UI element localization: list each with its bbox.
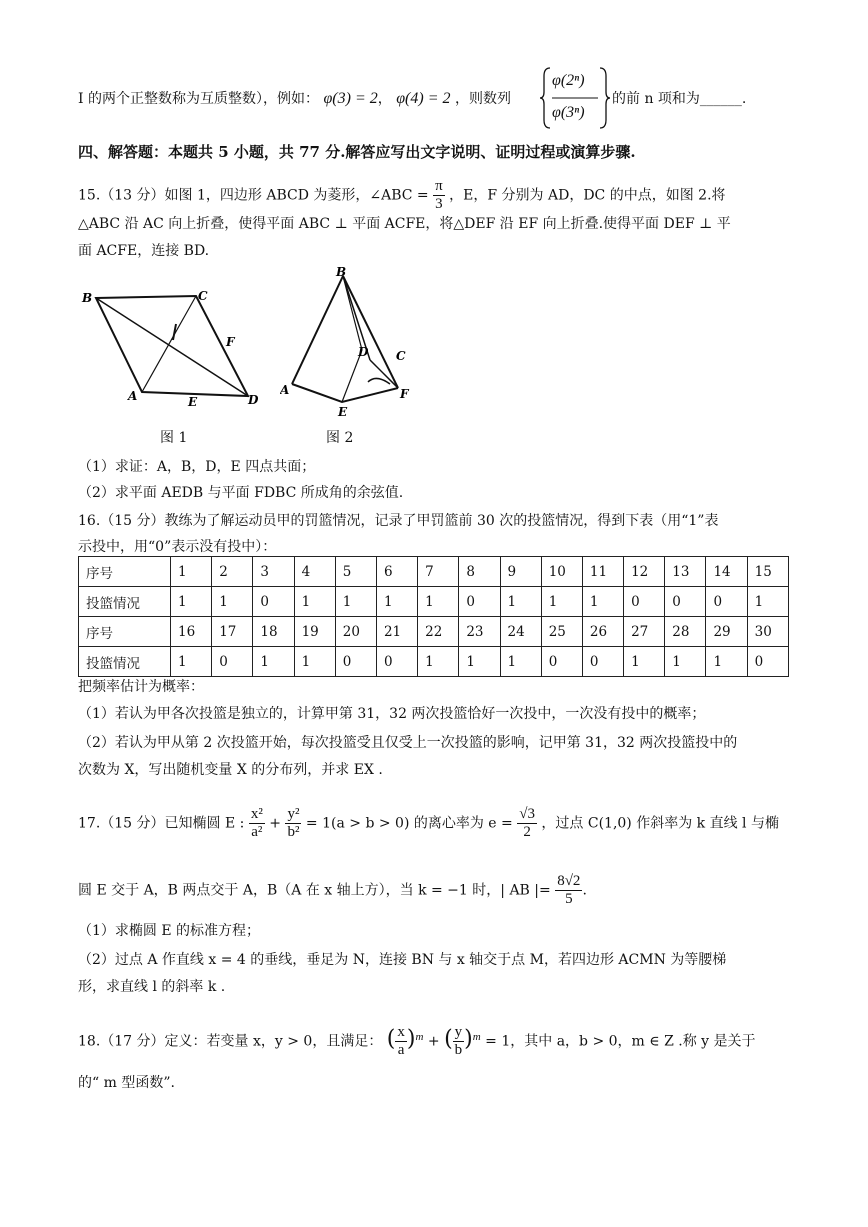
table-cell: 13 [665, 557, 706, 587]
figure-2-folded [280, 266, 420, 418]
table-cell: 2 [212, 557, 253, 587]
svg-text:A: A [128, 389, 138, 403]
table-cell: 0 [253, 587, 294, 617]
svg-text:F: F [400, 387, 409, 401]
q16-line1: 16.（15 分）教练为了解运动员甲的罚篮情况，记录了甲罚篮前 30 次的投篮情况，得到下表（用“1”表 [78, 513, 719, 529]
svg-text:A: A [280, 383, 290, 397]
table-cell: 11 [582, 557, 623, 587]
svg-text:E: E [338, 405, 348, 418]
table-cell: 1 [171, 587, 212, 617]
table-row [79, 617, 789, 647]
table-cell: 14 [706, 557, 747, 587]
q16-part2b: 次数为 X，写出随机变量 X 的分布列，并求 EX . [78, 762, 383, 778]
table-cell: 29 [706, 617, 747, 647]
table-cell: 30 [747, 617, 788, 647]
table-cell: 1 [541, 587, 582, 617]
table-cell: 28 [665, 617, 706, 647]
table-cell: 0 [624, 587, 665, 617]
table-cell: 9 [500, 557, 541, 587]
table-row [79, 587, 789, 617]
table-cell: 25 [541, 617, 582, 647]
q14-line: I 的两个正整数称为互质整数），例如： φ(3) = 2， φ(4) = 2 ，则数列 [78, 90, 511, 107]
q15-part2: （2）求平面 AEDB 与平面 FDBC 所成角的余弦值. [78, 485, 404, 501]
table-cell: 0 [541, 647, 582, 677]
row-header: 序号 [79, 557, 171, 587]
table-cell: 0 [665, 587, 706, 617]
table-cell: 26 [582, 617, 623, 647]
table-cell: 21 [376, 617, 417, 647]
table-cell: 4 [294, 557, 335, 587]
q18-line2: 的“ m 型函数”. [78, 1075, 175, 1091]
table-cell: 6 [376, 557, 417, 587]
table-cell: 1 [624, 647, 665, 677]
table-cell: 22 [418, 617, 459, 647]
q14-sequence: φ(2ⁿ) φ(3ⁿ) [540, 66, 610, 134]
row-header: 序号 [79, 617, 171, 647]
table-cell: 27 [624, 617, 665, 647]
table-cell: 1 [582, 587, 623, 617]
table-cell: 18 [253, 617, 294, 647]
table-cell: 0 [582, 647, 623, 677]
q16-part1: （1）若认为甲各次投篮是独立的，计算甲第 31，32 两次投篮恰好一次投中，一次没有投中的概率； [78, 706, 706, 722]
table-cell: 0 [335, 647, 376, 677]
table-cell: 23 [459, 617, 500, 647]
table-row [79, 647, 789, 677]
q15-line1: 15.（13 分）如图 1，四边形 ABCD 为菱形，∠ABC = $\frac{\pi}{3}$ ，E，F 分别为 AD，DC 的中点，如图 2.将 [78, 178, 726, 212]
q14-suffix: 的前 n 项和为______. [612, 91, 747, 107]
table-cell: 0 [376, 647, 417, 677]
table-cell: 1 [294, 587, 335, 617]
svg-text:E: E [188, 395, 198, 409]
q18-line1: 18.（17 分）定义：若变量 x，y > 0，且满足： ( $\frac{x}{a}$ )$^m$ + ( $\frac{y}{b}$ )$^m$ = 1，其中 a，b > 0，m ∈ Z .称 y 是关于 [78, 1024, 756, 1058]
table-cell: 7 [418, 557, 459, 587]
table-cell: 1 [418, 587, 459, 617]
q17-part2: （2）过点 A 作直线 x = 4 的垂线，垂足为 N，连接 BN 与 x 轴交于点 M，若四边形 ACMN 为等腰梯 [78, 952, 727, 968]
svg-text:B: B [336, 266, 347, 279]
table-cell: 1 [335, 587, 376, 617]
table-cell: 1 [171, 557, 212, 587]
table-cell: 0 [706, 587, 747, 617]
pi-over-3: $\frac{\pi}{3}$ [435, 178, 443, 212]
q15-part1: （1）求证：A，B，D，E 四点共面； [78, 459, 316, 475]
svg-text:B: B [82, 291, 93, 305]
q17-line2: 圆 E 交于 A，B 两点交于 A，B（A 在 x 轴上方），当 k = −1 时，| AB |= $\frac{8√2}{5}$ . [78, 873, 587, 907]
svg-text:D: D [358, 345, 369, 359]
q15-line3: 面 ACFE，连接 BD. [78, 243, 210, 259]
table-cell: 3 [253, 557, 294, 587]
table-row [79, 557, 789, 587]
q17-line1: 17.（15 分）已知椭圆 E : $\frac{\text{x²}}{\text{a²}}$ + $\frac{\text{y²}}{\text{b²}}$ = 1(a > b > 0) 的离心率为 e = $\frac{√3}{2}$ ，过点 C(1,0) 作斜率为 k 直线 l 与椭 [78, 806, 779, 840]
table-cell: 0 [212, 647, 253, 677]
figure-1-rhombus [78, 282, 268, 412]
table-cell: 1 [253, 647, 294, 677]
svg-text:D: D [248, 393, 259, 407]
row-header: 投篮情况 [79, 587, 171, 617]
section-heading: 四、解答题：本题共 5 小题，共 77 分.解答应写出文字说明、证明过程或演算步骤. [78, 143, 636, 161]
q17-part1: （1）求椭圆 E 的标准方程； [78, 923, 261, 939]
table-cell: 15 [747, 557, 788, 587]
table-cell: 0 [459, 587, 500, 617]
table-cell: 5 [335, 557, 376, 587]
table-cell: 1 [500, 647, 541, 677]
row-header: 投篮情况 [79, 647, 171, 677]
table-cell: 1 [500, 587, 541, 617]
table-cell: 1 [171, 647, 212, 677]
svg-text:F: F [226, 335, 235, 349]
table-cell: 1 [212, 587, 253, 617]
table-cell: 16 [171, 617, 212, 647]
table-cell: 1 [665, 647, 706, 677]
q15-line2: △ABC 沿 AC 向上折叠，使得平面 ABC ⊥ 平面 ACFE，将△DEF 沿 EF 向上折叠.使得平面 DEF ⊥ 平 [78, 216, 731, 232]
q17-part2b: 形，求直线 l 的斜率 k . [78, 979, 226, 995]
figure-2-caption: 图 2 [326, 430, 354, 446]
q16-after: 把频率估计为概率： [78, 679, 204, 695]
table-cell: 8 [459, 557, 500, 587]
table-cell: 1 [706, 647, 747, 677]
table-cell: 1 [459, 647, 500, 677]
q16-part2: （2）若认为甲从第 2 次投篮开始，每次投篮受且仅受上一次投篮的影响，记甲第 31，32 两次投篮投中的 [78, 735, 738, 751]
table-cell: 1 [376, 587, 417, 617]
table-cell: 20 [335, 617, 376, 647]
table-cell: 1 [418, 647, 459, 677]
table-cell: 12 [624, 557, 665, 587]
svg-text:C: C [198, 289, 208, 303]
q16-line2: 示投中，用“0”表示没有投中）： [78, 539, 277, 555]
table-cell: 10 [541, 557, 582, 587]
svg-text:C: C [396, 349, 406, 363]
shot-table [78, 556, 789, 677]
figure-1-caption: 图 1 [160, 430, 188, 446]
table-cell: 19 [294, 617, 335, 647]
table-cell: 0 [747, 647, 788, 677]
table-cell: 1 [747, 587, 788, 617]
table-cell: 24 [500, 617, 541, 647]
table-cell: 17 [212, 617, 253, 647]
table-cell: 1 [294, 647, 335, 677]
